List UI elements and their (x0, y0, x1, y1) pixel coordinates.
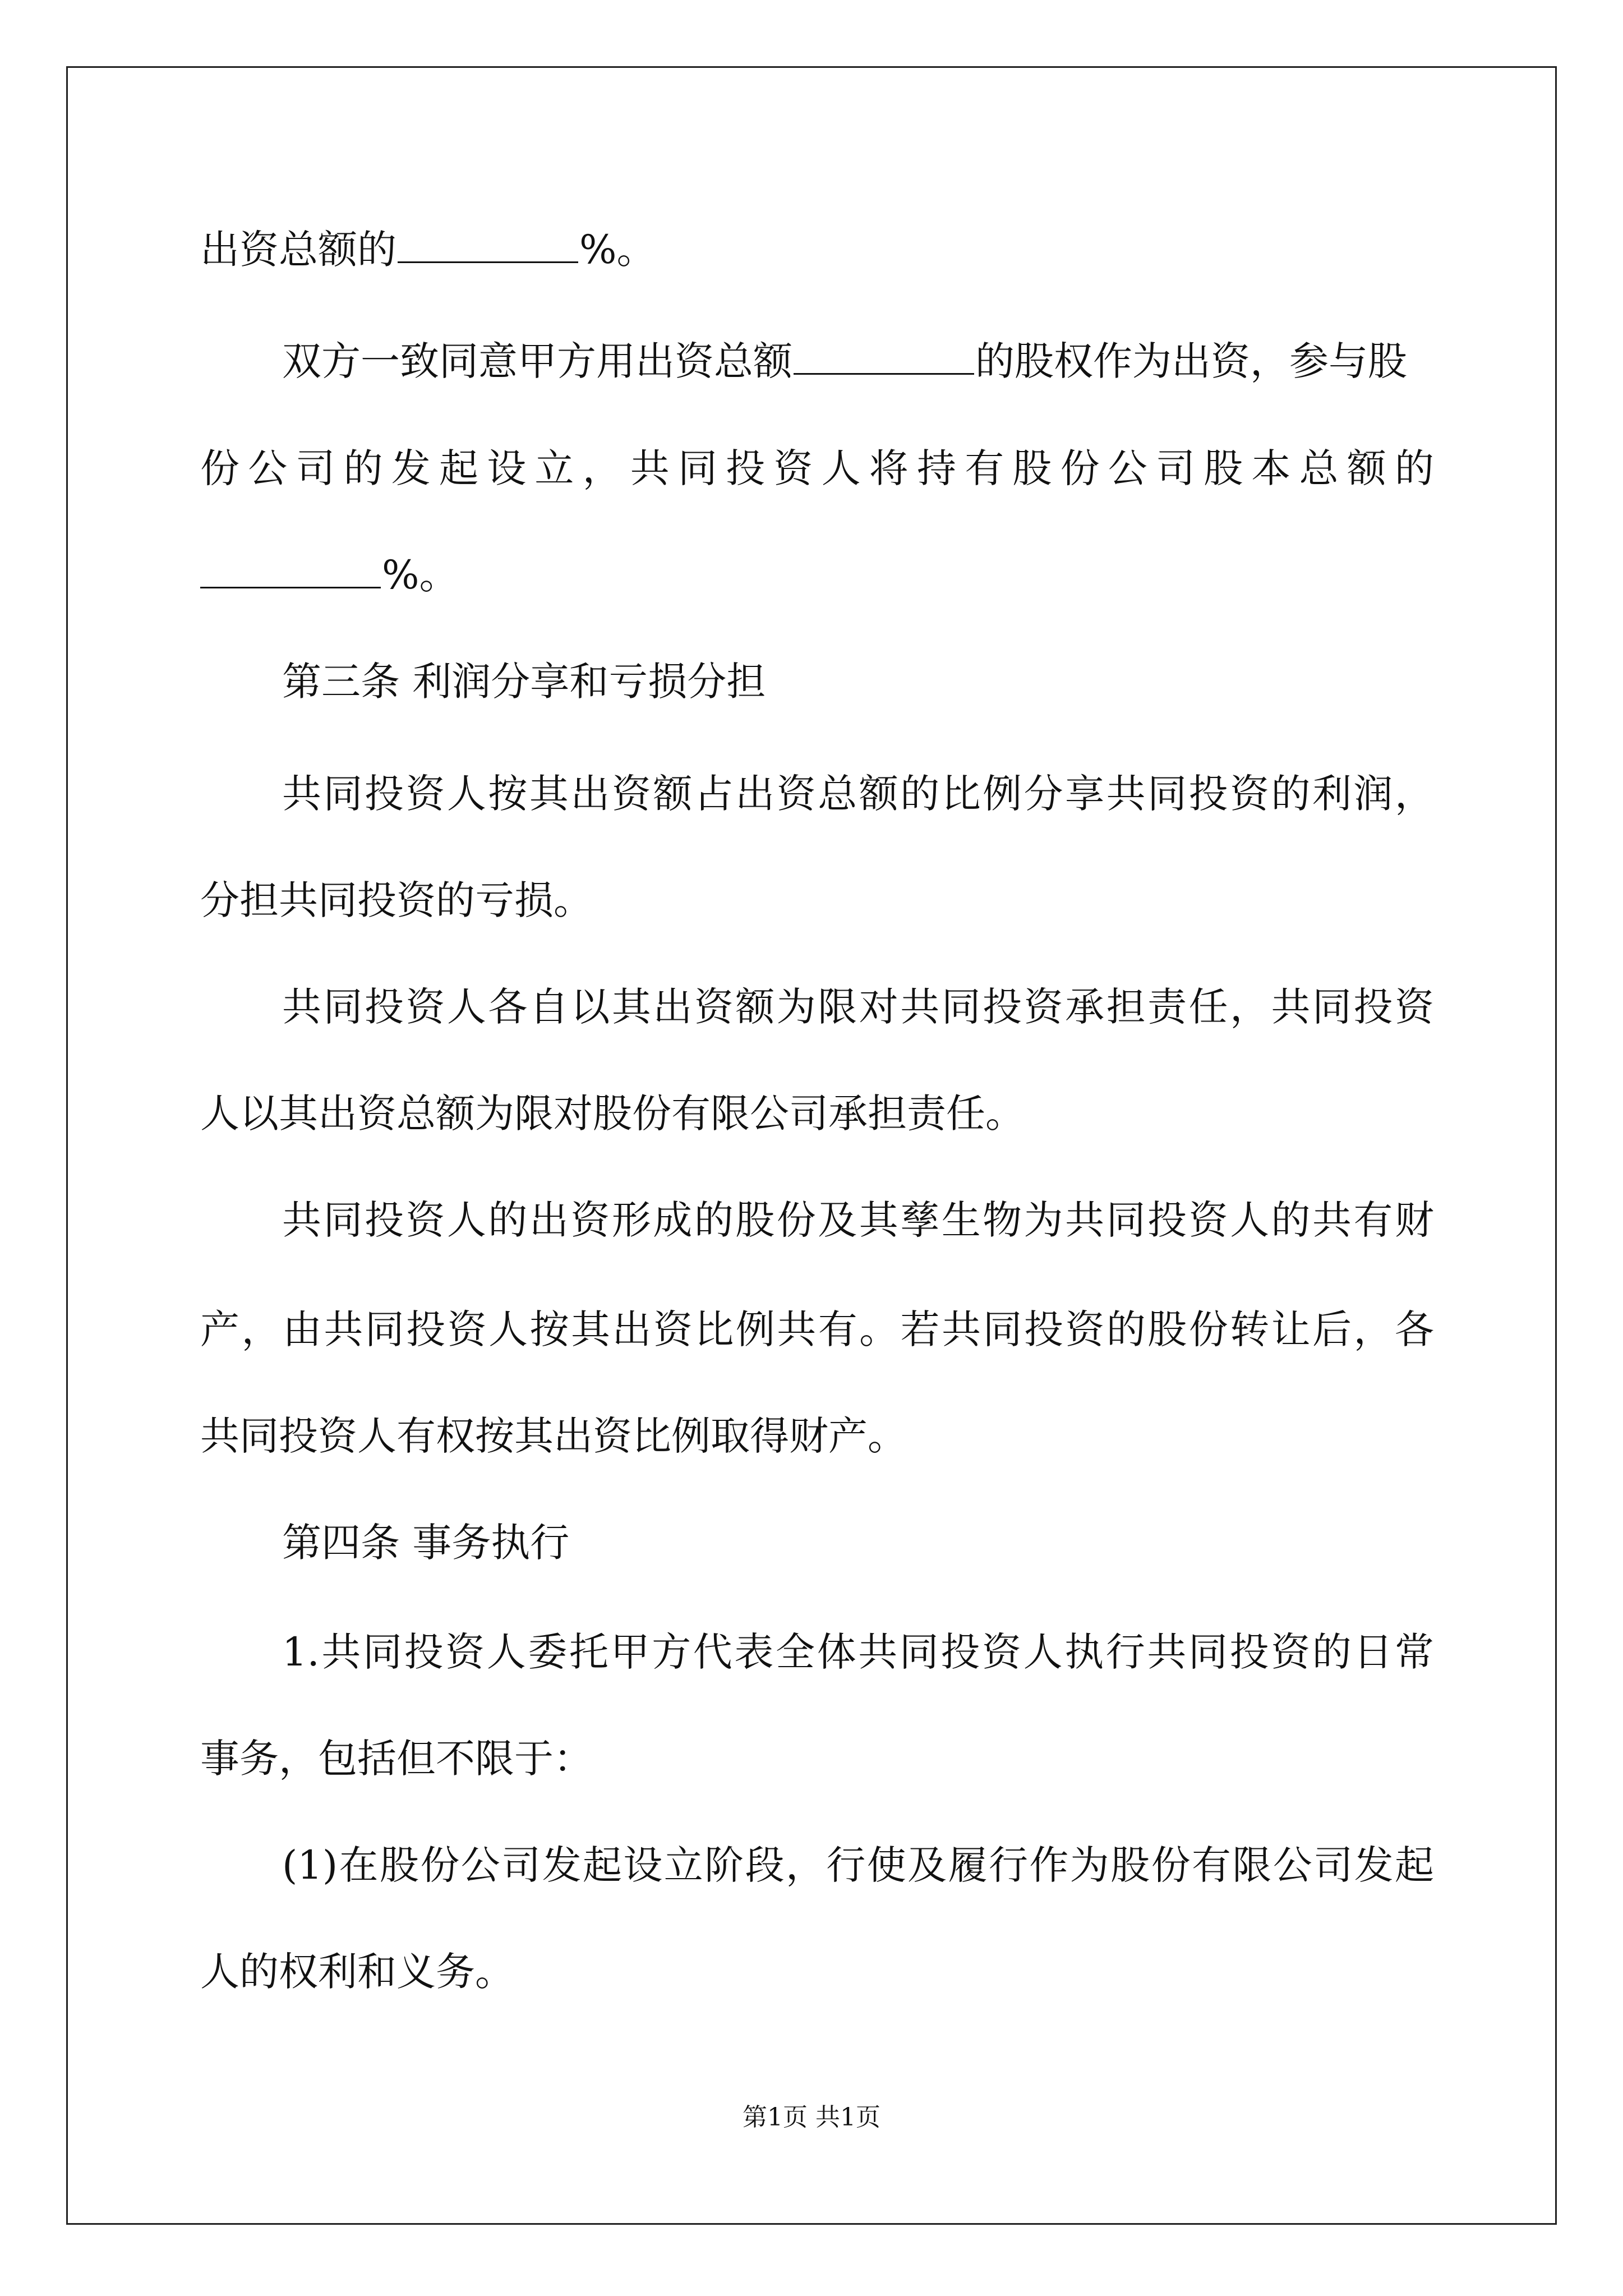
text-line-2 (282, 336, 1407, 386)
fill-in-blank-1[interactable] (398, 228, 578, 263)
line-2-suffix: 的股权作为出资，参与股 (975, 338, 1407, 384)
text-line-12: 共同投资人有权按其出资比例取得财产。 (200, 1413, 907, 1459)
line-4-suffix: %。 (382, 552, 459, 598)
text-line-1 (200, 224, 656, 275)
line-1-prefix: 出资总额的 (200, 227, 396, 273)
page-footer: 第1页 共1页 (743, 2103, 880, 2132)
fill-in-blank-3[interactable] (200, 553, 381, 588)
text-line-17: 人的权利和义务。 (200, 1949, 514, 1995)
text-line-11: 产，由共同投资人按其出资比例共有。若共同投资的股份转让后，各 (200, 1306, 1434, 1352)
text-line-3: 份公司的发起设立，共同投资人将持有股份公司股本总额的 (200, 445, 1434, 491)
text-line-16: (1)在股份公司发起设立阶段，行使及履行作为股份有限公司发起 (282, 1842, 1434, 1888)
text-line-6: 共同投资人按其出资额占出资总额的比例分享共同投资的利润， (282, 771, 1434, 817)
text-line-9: 人以其出资总额为限对股份有限公司承担责任。 (200, 1091, 1025, 1137)
section-heading-3: 第三条 利润分享和亏损分担 (282, 659, 766, 705)
text-line-8: 共同投资人各自以其出资额为限对共同投资承担责任，共同投资 (282, 984, 1434, 1030)
line-1-suffix: %。 (579, 227, 656, 273)
fill-in-blank-2[interactable] (794, 339, 974, 375)
section-heading-4: 第四条 事务执行 (282, 1520, 570, 1566)
text-line-14: 1.共同投资人委托甲方代表全体共同投资人执行共同投资的日常 (282, 1629, 1434, 1675)
page-border (66, 66, 1557, 2225)
text-line-10: 共同投资人的出资形成的股份及其孳生物为共同投资人的共有财 (282, 1197, 1434, 1243)
line-2-prefix: 双方一致同意甲方用出资总额 (282, 338, 792, 384)
text-line-15: 事务，包括但不限于： (200, 1736, 593, 1782)
text-line-4 (200, 550, 459, 600)
text-line-7: 分担共同投资的亏损。 (200, 877, 593, 923)
